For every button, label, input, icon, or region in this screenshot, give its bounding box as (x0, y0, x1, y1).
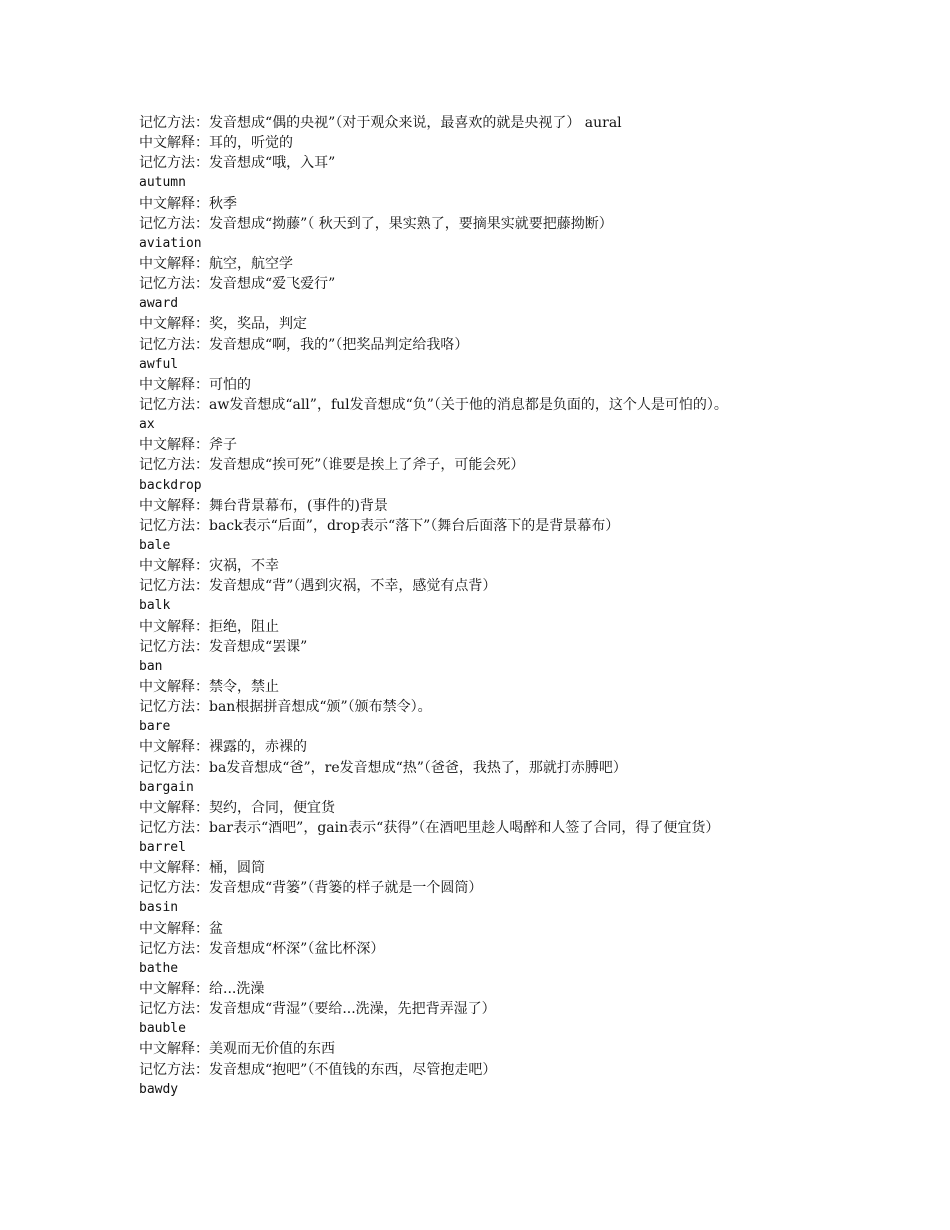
text-line: 中文解释：灾祸，不幸 (139, 558, 279, 575)
vocab-word: awful (139, 356, 179, 372)
text-line: 记忆方法：发音想成“哦，入耳” (139, 155, 336, 172)
vocab-word: balk (139, 598, 171, 614)
text-line: 中文解释：契约，合同，便宜货 (139, 799, 335, 816)
vocab-word: bale (139, 537, 171, 553)
vocab-word: backdrop (139, 477, 202, 493)
vocab-word: barrel (139, 840, 186, 856)
text-line: 记忆方法：ban根据拼音想成“颁”（颁布禁令）。 (139, 699, 432, 716)
text-line: 记忆方法：发音想成“背湿”（要给...洗澡，先把背弄湿了） (139, 1001, 496, 1018)
text-line: 记忆方法：发音想成“拗藤”（ 秋天到了，果实熟了，要摘果实就要把藤拗断） (139, 215, 613, 232)
text-line: 记忆方法：发音想成“挨可死”（谁要是挨上了斧子，可能会死） (139, 457, 525, 474)
vocab-word: bathe (139, 960, 179, 976)
vocab-word: bare (139, 719, 171, 735)
text-line: 中文解释：耳的，听觉的 (139, 135, 293, 152)
text-line: 中文解释：舞台背景幕布，(事件的)背景 (139, 497, 388, 514)
text-line: 记忆方法：发音想成“背”（遇到灾祸，不幸，感觉有点背） (139, 578, 497, 595)
text-line: 记忆方法：发音想成“背篓”（背篓的样子就是一个圆筒） (139, 880, 483, 897)
vocab-word: bawdy (139, 1081, 179, 1097)
text-line: 中文解释：可怕的 (139, 376, 251, 393)
vocab-word: autumn (139, 175, 186, 191)
vocab-word: bargain (139, 779, 194, 795)
text-line: 记忆方法：发音想成“杯深”（盆比杯深） (139, 940, 385, 957)
vocab-word: aviation (139, 235, 202, 251)
vocab-word: award (139, 296, 179, 312)
text-line: 记忆方法：发音想成“爱飞爱行” (139, 276, 336, 293)
text-line: 记忆方法：bar表示“酒吧”，gain表示“获得”（在酒吧里趁人喝醉和人签了合同，得了便宜货） (139, 819, 720, 836)
text-line: 中文解释：美观而无价值的东西 (139, 1041, 335, 1058)
text-line: 中文解释：禁令，禁止 (139, 678, 279, 695)
vocab-word: ban (139, 658, 163, 674)
vocab-word: basin (139, 900, 179, 916)
vocab-word: bauble (139, 1021, 186, 1037)
vocab-word: ax (139, 417, 155, 433)
text-line: 记忆方法：ba发音想成“爸”，re发音想成“热”（爸爸，我热了，那就打赤膊吧） (139, 759, 627, 776)
text-line: 记忆方法：发音想成“偶的央视”（对于观众来说，最喜欢的就是央视了） aural (139, 115, 622, 131)
text-line: 记忆方法：发音想成“罢课” (139, 638, 308, 655)
text-line: 记忆方法：发音想成“抱吧”（不值钱的东西，尽管抱走吧） (139, 1061, 497, 1078)
text-line: 中文解释：拒绝，阻止 (139, 618, 279, 635)
text-line: 中文解释：给...洗澡 (139, 981, 265, 998)
text-line: 记忆方法：aw发音想成“all”，ful发音想成“负”（关于他的消息都是负面的，这个人是可怕的）。 (139, 396, 728, 413)
text-line: 中文解释：桶，圆筒 (139, 860, 265, 877)
text-line: 中文解释：秋季 (139, 195, 237, 212)
text-line: 中文解释：斧子 (139, 437, 237, 454)
text-line: 中文解释：航空，航空学 (139, 255, 293, 272)
text-line: 中文解释：裸露的，赤裸的 (139, 739, 307, 756)
document-page (139, 113, 929, 1100)
text-line: 记忆方法：back表示“后面”，drop表示“落下”（舞台后面落下的是背景幕布） (139, 517, 620, 534)
text-line: 中文解释：盆 (139, 920, 223, 937)
text-line: 记忆方法：发音想成“啊，我的”（把奖品判定给我咯） (139, 336, 469, 353)
text-line: 中文解释：奖，奖品，判定 (139, 316, 307, 333)
